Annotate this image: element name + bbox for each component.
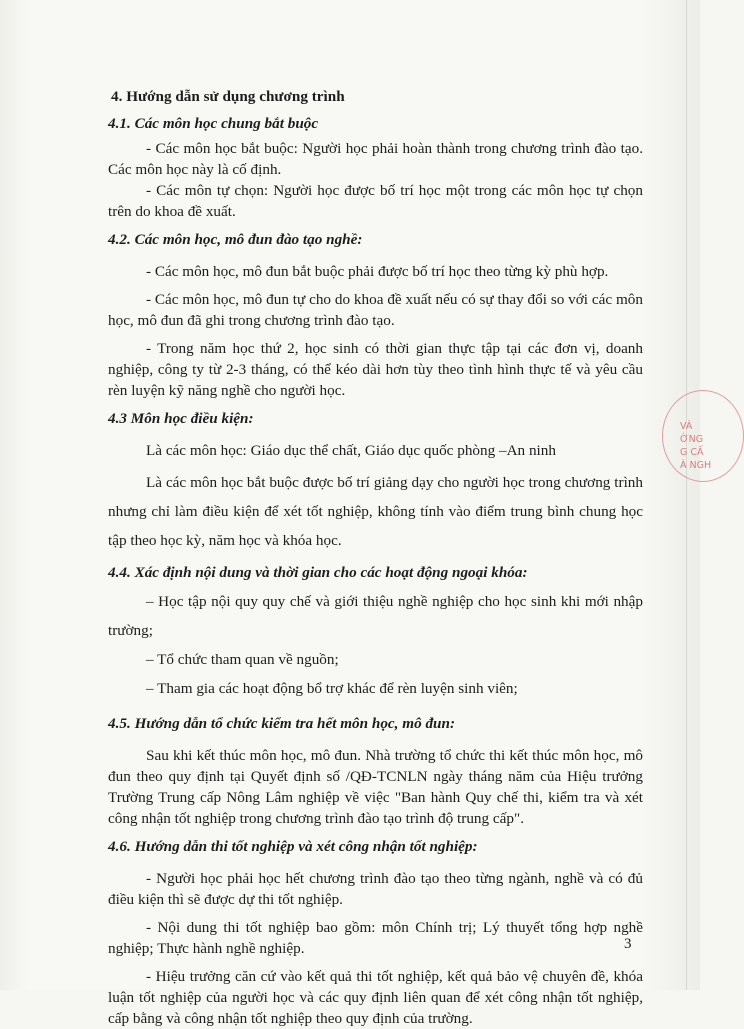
heading-4-6: 4.6. Hướng dẫn thi tốt nghiệp và xét công nhận tốt nghiệp:	[108, 838, 478, 855]
paragraph: - Các môn tự chọn: Người học được bố trí học một trong các môn học tự chọn trên do khoa đề xuất.	[108, 182, 643, 220]
paragraph: Là các môn học: Giáo dục thể chất, Giáo dục quốc phòng –An ninh	[146, 442, 556, 459]
paragraph: – Tổ chức tham quan về nguồn;	[146, 651, 339, 668]
paragraph: Là các môn học bắt buộc được bố trí giảng dạy cho người học trong chương trình nhưng chỉ làm điều kiện để xét tốt nghiệp, không tính vào điểm trung bình chung học tập theo học kỳ, năm học và khóa học.	[108, 474, 643, 549]
paragraph: – Tham gia các hoạt động bổ trợ khác để rèn luyện sinh viên;	[146, 680, 518, 697]
document-body	[108, 86, 643, 1029]
heading-4-1: 4.1. Các môn học chung bắt buộc	[108, 115, 319, 132]
page-number: 3	[624, 936, 632, 952]
paragraph: - Trong năm học thứ 2, học sinh có thời gian thực tập tại các đơn vị, doanh nghiệp, công ty từ 2-3 tháng, có thể kéo dài hơn tùy theo tình hình thực tế và yêu cầu rèn luyện kỹ năng nghề cho người học.	[108, 340, 643, 399]
heading-4-3: 4.3 Môn học điều kiện:	[108, 410, 254, 427]
paragraph: – Học tập nội quy quy chế và giới thiệu nghề nghiệp cho học sinh khi mới nhập trường;	[108, 593, 643, 639]
paragraph: - Các môn học bắt buộc: Người học phải hoàn thành trong chương trình đào tạo. Các môn học này là cố định.	[108, 140, 643, 178]
page-edge-line	[686, 0, 687, 990]
heading-4-4: 4.4. Xác định nội dung và thời gian cho các hoạt động ngoại khóa:	[108, 564, 528, 581]
stamp-line: À NGH	[680, 460, 712, 471]
stamp-line: VÀ	[680, 421, 693, 432]
paragraph: - Hiệu trưởng căn cứ vào kết quả thi tốt nghiệp, kết quả bảo vệ chuyên đề, khóa luận tốt nghiệp của người học và các quy định liên quan để xét công nhận tốt nghiệp, cấp bằng và công nhận tốt nghiệp theo quy định của trường.	[108, 968, 643, 1027]
heading-4-5: 4.5. Hướng dẫn tổ chức kiểm tra hết môn học, mô đun:	[108, 715, 456, 732]
paragraph: - Người học phải học hết chương trình đào tạo theo từng ngành, nghề và có đủ điều kiện thì sẽ được dự thi tốt nghiệp.	[108, 870, 643, 908]
stamp-text	[680, 420, 711, 472]
paragraph: - Các môn học, mô đun bắt buộc phải được bố trí học theo từng kỳ phù hợp.	[146, 263, 609, 280]
paragraph: Sau khi kết thúc môn học, mô đun. Nhà trường tổ chức thi kết thúc môn học, mô đun theo quy định tại Quyết định số /QĐ-TCNLN ngày tháng năm của Hiệu trưởng Trường Trung cấp Nông Lâm nghiệp về việc "Ban hành Quy chế thi, kiểm tra và xét công nhận tốt nghiệp trong chương trình đào tạo trình độ trung cấp".	[108, 747, 643, 827]
section-title: 4. Hướng dẫn sử dụng chương trình	[111, 88, 345, 105]
paragraph: - Nội dung thi tốt nghiệp bao gồm: môn Chính trị; Lý thuyết tổng hợp nghề nghiệp; Thực hành nghề nghiệp.	[108, 919, 643, 957]
stamp-line: G CẤ	[680, 447, 704, 458]
heading-4-2: 4.2. Các môn học, mô đun đào tạo nghề:	[108, 231, 363, 248]
red-seal-stamp	[662, 390, 722, 480]
stamp-line: ỜNG	[680, 434, 704, 445]
paragraph: - Các môn học, mô đun tự cho do khoa đề xuất nếu có sự thay đổi so với các môn học, mô đun đã ghi trong chương trình đào tạo.	[108, 291, 643, 329]
